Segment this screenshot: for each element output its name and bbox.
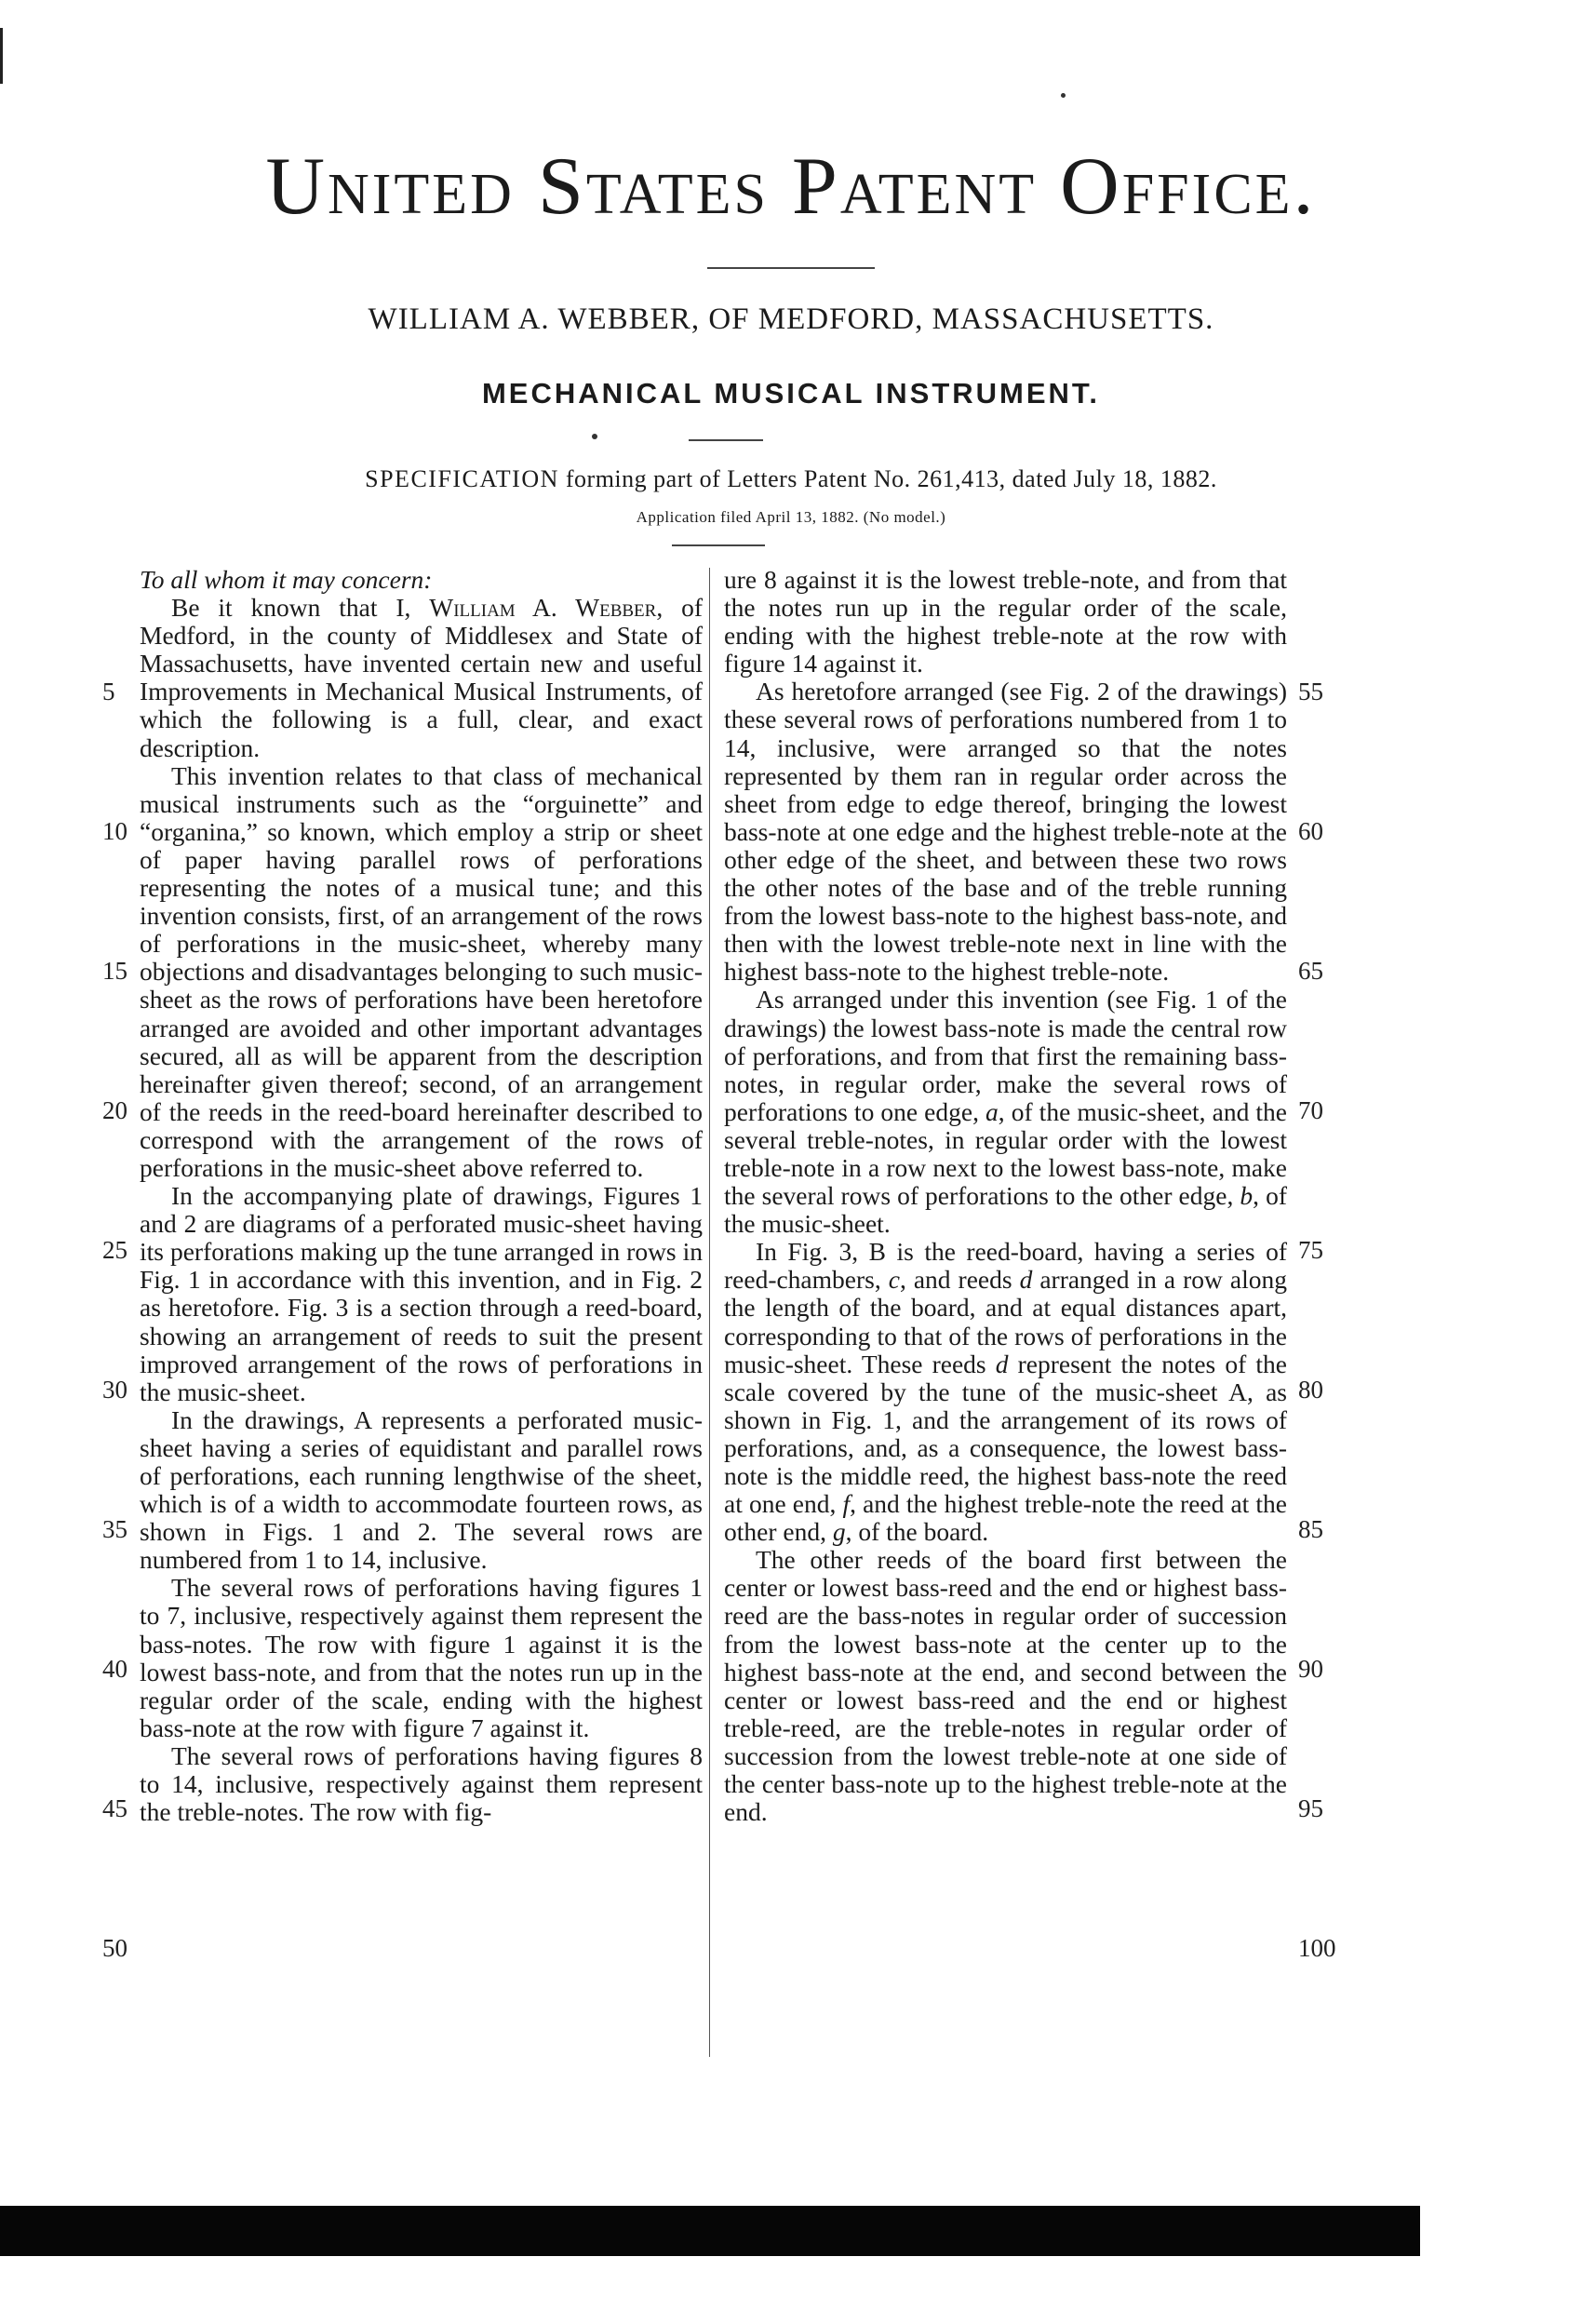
paragraph-text: In Fig. 3, B is the reed-board, having a series of reed-chambers, (724, 1237, 1287, 1295)
paragraph-text: , of Medford, in the county of Middlesex and State of Massachusetts, have invented certain new and useful Improvements in Mechanical Musical Instruments, of which the following is a full, clear, and exact description. (140, 593, 703, 762)
right-column (724, 566, 1287, 1826)
column-divider (709, 568, 710, 2057)
application-rule (672, 544, 765, 546)
paragraph-text: , and reeds (899, 1265, 1020, 1295)
specification-line (0, 465, 1582, 493)
paragraph-text: , of the board. (845, 1517, 989, 1547)
line-number: 85 (1298, 1515, 1323, 1543)
speck-mark (1061, 93, 1066, 98)
line-number: 45 (102, 1794, 127, 1822)
line-number: 35 (102, 1515, 127, 1543)
specification-label: SPECIFICATION (365, 465, 559, 492)
line-number: 65 (1298, 957, 1323, 985)
paragraph-field: This invention relates to that class of mechanical musical instruments such as the “orguinette” and “organina,” so known, which employ a strip or sheet of paper having parallel rows of perforations representing the notes of a musical tune; and this invention consists, first, of an arrangement of the rows of perforations in the music-sheet, whereby many objections and disadvantages belonging to such music-sheet as the rows of perforations have been heretofore arranged are avoided and other important advantages secured, all as will be apparent from the description hereinafter given thereof; second, of an arrangement of the reeds in the reed-board hereinafter described to correspond with the arrangement of the rows of perforations in the music-sheet above referred to. (140, 760, 703, 1182)
reference-letter: c (888, 1265, 900, 1295)
title-rule (707, 267, 875, 269)
line-number: 90 (1298, 1655, 1323, 1683)
line-number: 75 (1298, 1236, 1323, 1264)
line-number: 5 (102, 678, 115, 705)
inventor-line: WILLIAM A. WEBBER, OF MEDFORD, MASSACHUSETTS. (368, 302, 1214, 336)
scan-border-bar (0, 2206, 1420, 2256)
line-number: 15 (102, 957, 127, 985)
line-number: 25 (102, 1236, 127, 1264)
inventor-name: William A. Webber (429, 593, 657, 623)
paragraph-text: arranged in a row along the length of the board, and at equal distances apart, corresponding to that of the rows of perforations in the music-sheet. These reeds (724, 1265, 1287, 1378)
reference-letter: d (1019, 1265, 1033, 1295)
left-column (140, 566, 703, 1826)
paragraph-inventor (140, 594, 703, 762)
line-number: 50 (102, 1934, 127, 1962)
paragraph-text: As arranged under this invention (see Fig. 1 of the drawings) the lowest bass-note is made the central row of perforations, and from that first the remaining bass-notes, in regular order, make the several rows of perforations to one edge, (724, 985, 1287, 1126)
invention-title: MECHANICAL MUSICAL INSTRUMENT. (481, 377, 1101, 410)
subtitle-rule (689, 439, 763, 441)
speck-mark-small (592, 434, 597, 439)
paragraph-text: represent the notes of the scale covered by the tune of the music-sheet A, as shown in Fig. 1, and the arrangement of its rows of perforations, and, as a consequence, the lowest bass-note is the middle reed, the highest bass-note the reed at one end, (724, 1349, 1287, 1519)
reference-letter: d (995, 1349, 1009, 1378)
paragraph-text: , of the music-sheet, and the several treble-notes, in regular order with the lowest treble-note in a row next to the lowest bass-note, make the several rows of perforations to the other edge, (724, 1096, 1287, 1211)
line-number: 40 (102, 1655, 127, 1683)
reference-letter: f (842, 1489, 851, 1519)
paragraph-sheet: In the drawings, A represents a perforated music-sheet having a series of equidistant and parallel rows of perforations, each running lengthwise of the sheet, which is of a width to accommodate fourteen rows, as shown in Figs. 1 and 2. The several rows are numbered from 1 to 14, inclusive. (140, 1404, 703, 1575)
paragraph-bass-rows: The several rows of perforations having figures 1 to 7, inclusive, respectively against them represent the bass-notes. The row with figure 1 against it is the lowest bass-note, and from that the notes run up in the regular order of the scale, ending with the highest bass-note at the row with figure 7 against it. (140, 1573, 703, 1742)
line-number: 95 (1298, 1794, 1323, 1822)
paragraph-text: , and the highest treble-note the reed at the other end, (724, 1489, 1288, 1547)
paragraph-treble-rows: The several rows of perforations having figures 8 to 14, inclusive, respectively against them represent the treble-notes. The row with fig- (140, 1740, 703, 1827)
reference-letter: b (1240, 1181, 1254, 1211)
paragraph-drawings: In the accompanying plate of drawings, Figures 1 and 2 are diagrams of a perforated music-sheet having its perforations making up the tune arranged in rows in Fig. 1 in accordance with this invention, and in Fig. 2 as heretofore. Fig. 3 is a section through a reed-board, showing an arrangement of reeds to suit the present improved arrangement of the rows of perforations in the music-sheet. (140, 1181, 703, 1406)
line-number: 10 (102, 817, 127, 845)
line-number: 60 (1298, 817, 1323, 845)
specification-text: forming part of Letters Patent No. 261,413, dated July 18, 1882. (558, 465, 1217, 492)
paragraph-text: Be it known that I, (171, 593, 430, 623)
salutation: To all whom it may concern: (140, 565, 433, 594)
line-number: 100 (1298, 1934, 1336, 1962)
paragraph-reed-board (724, 1238, 1287, 1546)
line-number: 80 (1298, 1376, 1323, 1404)
paragraph-invention-arrangement (724, 986, 1287, 1238)
paragraph-text: , of the music-sheet. (724, 1181, 1287, 1239)
bracket-mark (0, 28, 3, 84)
office-title: United States Patent Office. (265, 141, 1317, 232)
application-line: Application filed April 13, 1882. (No model.) (636, 508, 946, 526)
paragraph-treble-rows-continued: ure 8 against it is the lowest treble-note, and from that the notes run up in the regular order of the scale, ending with the highest treble-note at the row with figure 14 against it. (724, 565, 1287, 678)
paragraph-heretofore: As heretofore arranged (see Fig. 2 of the drawings) these several rows of perforations numbered from 1 to 14, inclusive, were arranged so that the notes represented by them ran in regular order across the sheet from edge to edge thereof, bringing the lowest bass-note at one edge and the highest treble-note at the other edge of the sheet, and between these two rows the other notes of the base and of the treble running from the lowest bass-note to the highest bass-note, and then with the lowest treble-note next in line with the highest bass-note to the highest treble-note. (724, 677, 1287, 987)
line-number: 70 (1298, 1096, 1323, 1124)
reference-letter: a (985, 1096, 999, 1126)
line-number: 30 (102, 1376, 127, 1404)
paragraph-other-reeds: The other reeds of the board first between the center or lowest bass-reed and the end or highest bass-reed are the bass-notes in regular order of succession from the lowest bass-note at the center up to the highest bass-note at the end, and second between the center or lowest bass-reed and the end or highest treble-reed, are the treble-notes in regular order of succession from the lowest treble-note at one side of the center bass-note up to the highest treble-note at the end. (724, 1545, 1287, 1827)
line-number: 55 (1298, 678, 1323, 705)
line-number: 20 (102, 1096, 127, 1124)
reference-letter: g (832, 1517, 846, 1547)
